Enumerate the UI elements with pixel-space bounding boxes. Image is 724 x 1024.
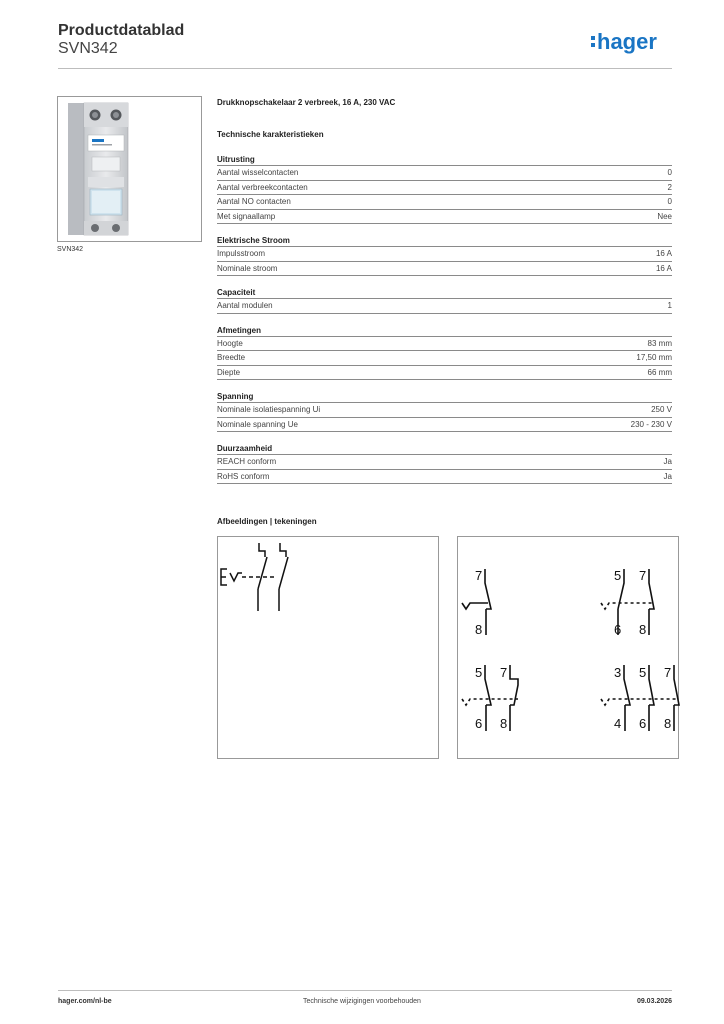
spec-value: 230 - 230 V	[630, 419, 672, 429]
terminal-label: 6	[614, 622, 622, 637]
spec-value: Ja	[663, 471, 672, 481]
group-title: Elektrische Stroom	[217, 234, 672, 247]
footer-divider	[58, 990, 672, 991]
spec-group-uitrusting	[217, 153, 672, 224]
drawing-symbol-box	[217, 536, 439, 759]
spec-group-afmetingen	[217, 324, 672, 381]
terminal-label: 5	[639, 665, 647, 680]
switch-symbol-drawing	[218, 537, 440, 760]
spec-value: Ja	[663, 457, 672, 466]
spec-value: 17,50 mm	[636, 353, 672, 362]
spec-row	[217, 262, 672, 277]
spec-row	[217, 455, 672, 470]
spec-row	[217, 418, 672, 433]
spec-value: 0	[667, 168, 672, 177]
spec-label: Nominale stroom	[217, 263, 278, 273]
spec-row	[217, 403, 672, 418]
spec-label: Impulsstroom	[217, 249, 266, 258]
spec-value: 2	[667, 182, 672, 192]
spec-value: 16 A	[655, 263, 672, 273]
spec-label: Met signaallamp	[217, 211, 276, 221]
spec-row	[217, 166, 672, 181]
terminal-label: 7	[664, 665, 672, 680]
footer-date: 09.03.2026	[636, 998, 672, 1005]
spec-value: 66 mm	[647, 367, 672, 377]
terminal-label: 8	[664, 716, 672, 731]
terminal-label: 8	[500, 716, 508, 731]
product-image-caption: SVN342	[57, 246, 84, 253]
terminal-label: 6	[639, 716, 647, 731]
terminal-diagram	[458, 537, 680, 760]
terminal-label: 7	[475, 568, 483, 583]
header-divider	[58, 68, 672, 69]
spec-label: RoHS conform	[217, 471, 270, 481]
spec-group-capaciteit	[217, 286, 672, 314]
page-title: Productdatablad	[58, 22, 185, 39]
spec-label: Breedte	[217, 353, 246, 362]
terminal-label: 5	[614, 568, 622, 583]
hager-logo	[591, 28, 675, 58]
group-title: Spanning	[217, 390, 672, 403]
spec-label: REACH conform	[217, 457, 277, 466]
group-title: Uitrusting	[217, 153, 672, 166]
spec-row	[217, 210, 672, 225]
spec-label: Aantal modulen	[217, 301, 273, 310]
drawing-terminals-box	[457, 536, 679, 759]
spec-value: 250 V	[651, 405, 672, 414]
spec-row	[217, 470, 672, 485]
spec-label: Aantal NO contacten	[217, 197, 291, 206]
terminal-label: 7	[500, 665, 508, 680]
group-title: Capaciteit	[217, 286, 672, 299]
terminal-label: 8	[475, 622, 483, 637]
svg-text:hager: hager	[597, 29, 657, 54]
spec-row	[217, 366, 672, 381]
spec-value: 16 A	[655, 249, 672, 258]
spec-value: 1	[667, 301, 672, 310]
terminal-label: 4	[614, 716, 622, 731]
group-title: Afmetingen	[217, 324, 672, 337]
spec-section	[217, 97, 672, 494]
spec-group-duurzaamheid	[217, 442, 672, 484]
spec-row	[217, 299, 672, 314]
terminal-label: 7	[639, 568, 647, 583]
spec-value: 83 mm	[647, 338, 672, 348]
spec-label: Aantal wisselcontacten	[217, 168, 299, 177]
spec-label: Aantal verbreekcontacten	[217, 182, 308, 192]
product-image	[57, 96, 202, 242]
spec-group-elektrische-stroom	[217, 234, 672, 276]
technical-heading: Technische karakteristieken	[217, 130, 324, 139]
spec-row	[217, 195, 672, 210]
spec-group-spanning	[217, 390, 672, 432]
spec-label: Nominale isolatiespanning Ui	[217, 405, 321, 414]
terminal-label: 5	[475, 665, 483, 680]
spec-value: 0	[667, 197, 672, 206]
spec-row	[217, 247, 672, 262]
group-title: Duurzaamheid	[217, 442, 672, 455]
spec-row	[217, 337, 672, 352]
spec-row	[217, 181, 672, 196]
drawings-heading: Afbeeldingen | tekeningen	[217, 517, 317, 526]
footer-website[interactable]: hager.com/nl-be	[58, 998, 112, 1005]
modular-switch-illustration	[58, 97, 203, 243]
terminal-label: 8	[639, 622, 647, 637]
product-description: Drukknopschakelaar 2 verbreek, 16 A, 230 VAC	[217, 98, 396, 107]
spec-label: Diepte	[217, 367, 241, 377]
spec-value: Nee	[657, 211, 672, 221]
spec-label: Hoogte	[217, 338, 243, 348]
terminal-label: 6	[475, 716, 483, 731]
product-code: SVN342	[58, 40, 118, 57]
terminal-label: 3	[614, 665, 622, 680]
footer-notice: Technische wijzigingen voorbehouden	[303, 998, 421, 1005]
spec-label: Nominale spanning Ue	[217, 419, 298, 429]
spec-row	[217, 351, 672, 366]
